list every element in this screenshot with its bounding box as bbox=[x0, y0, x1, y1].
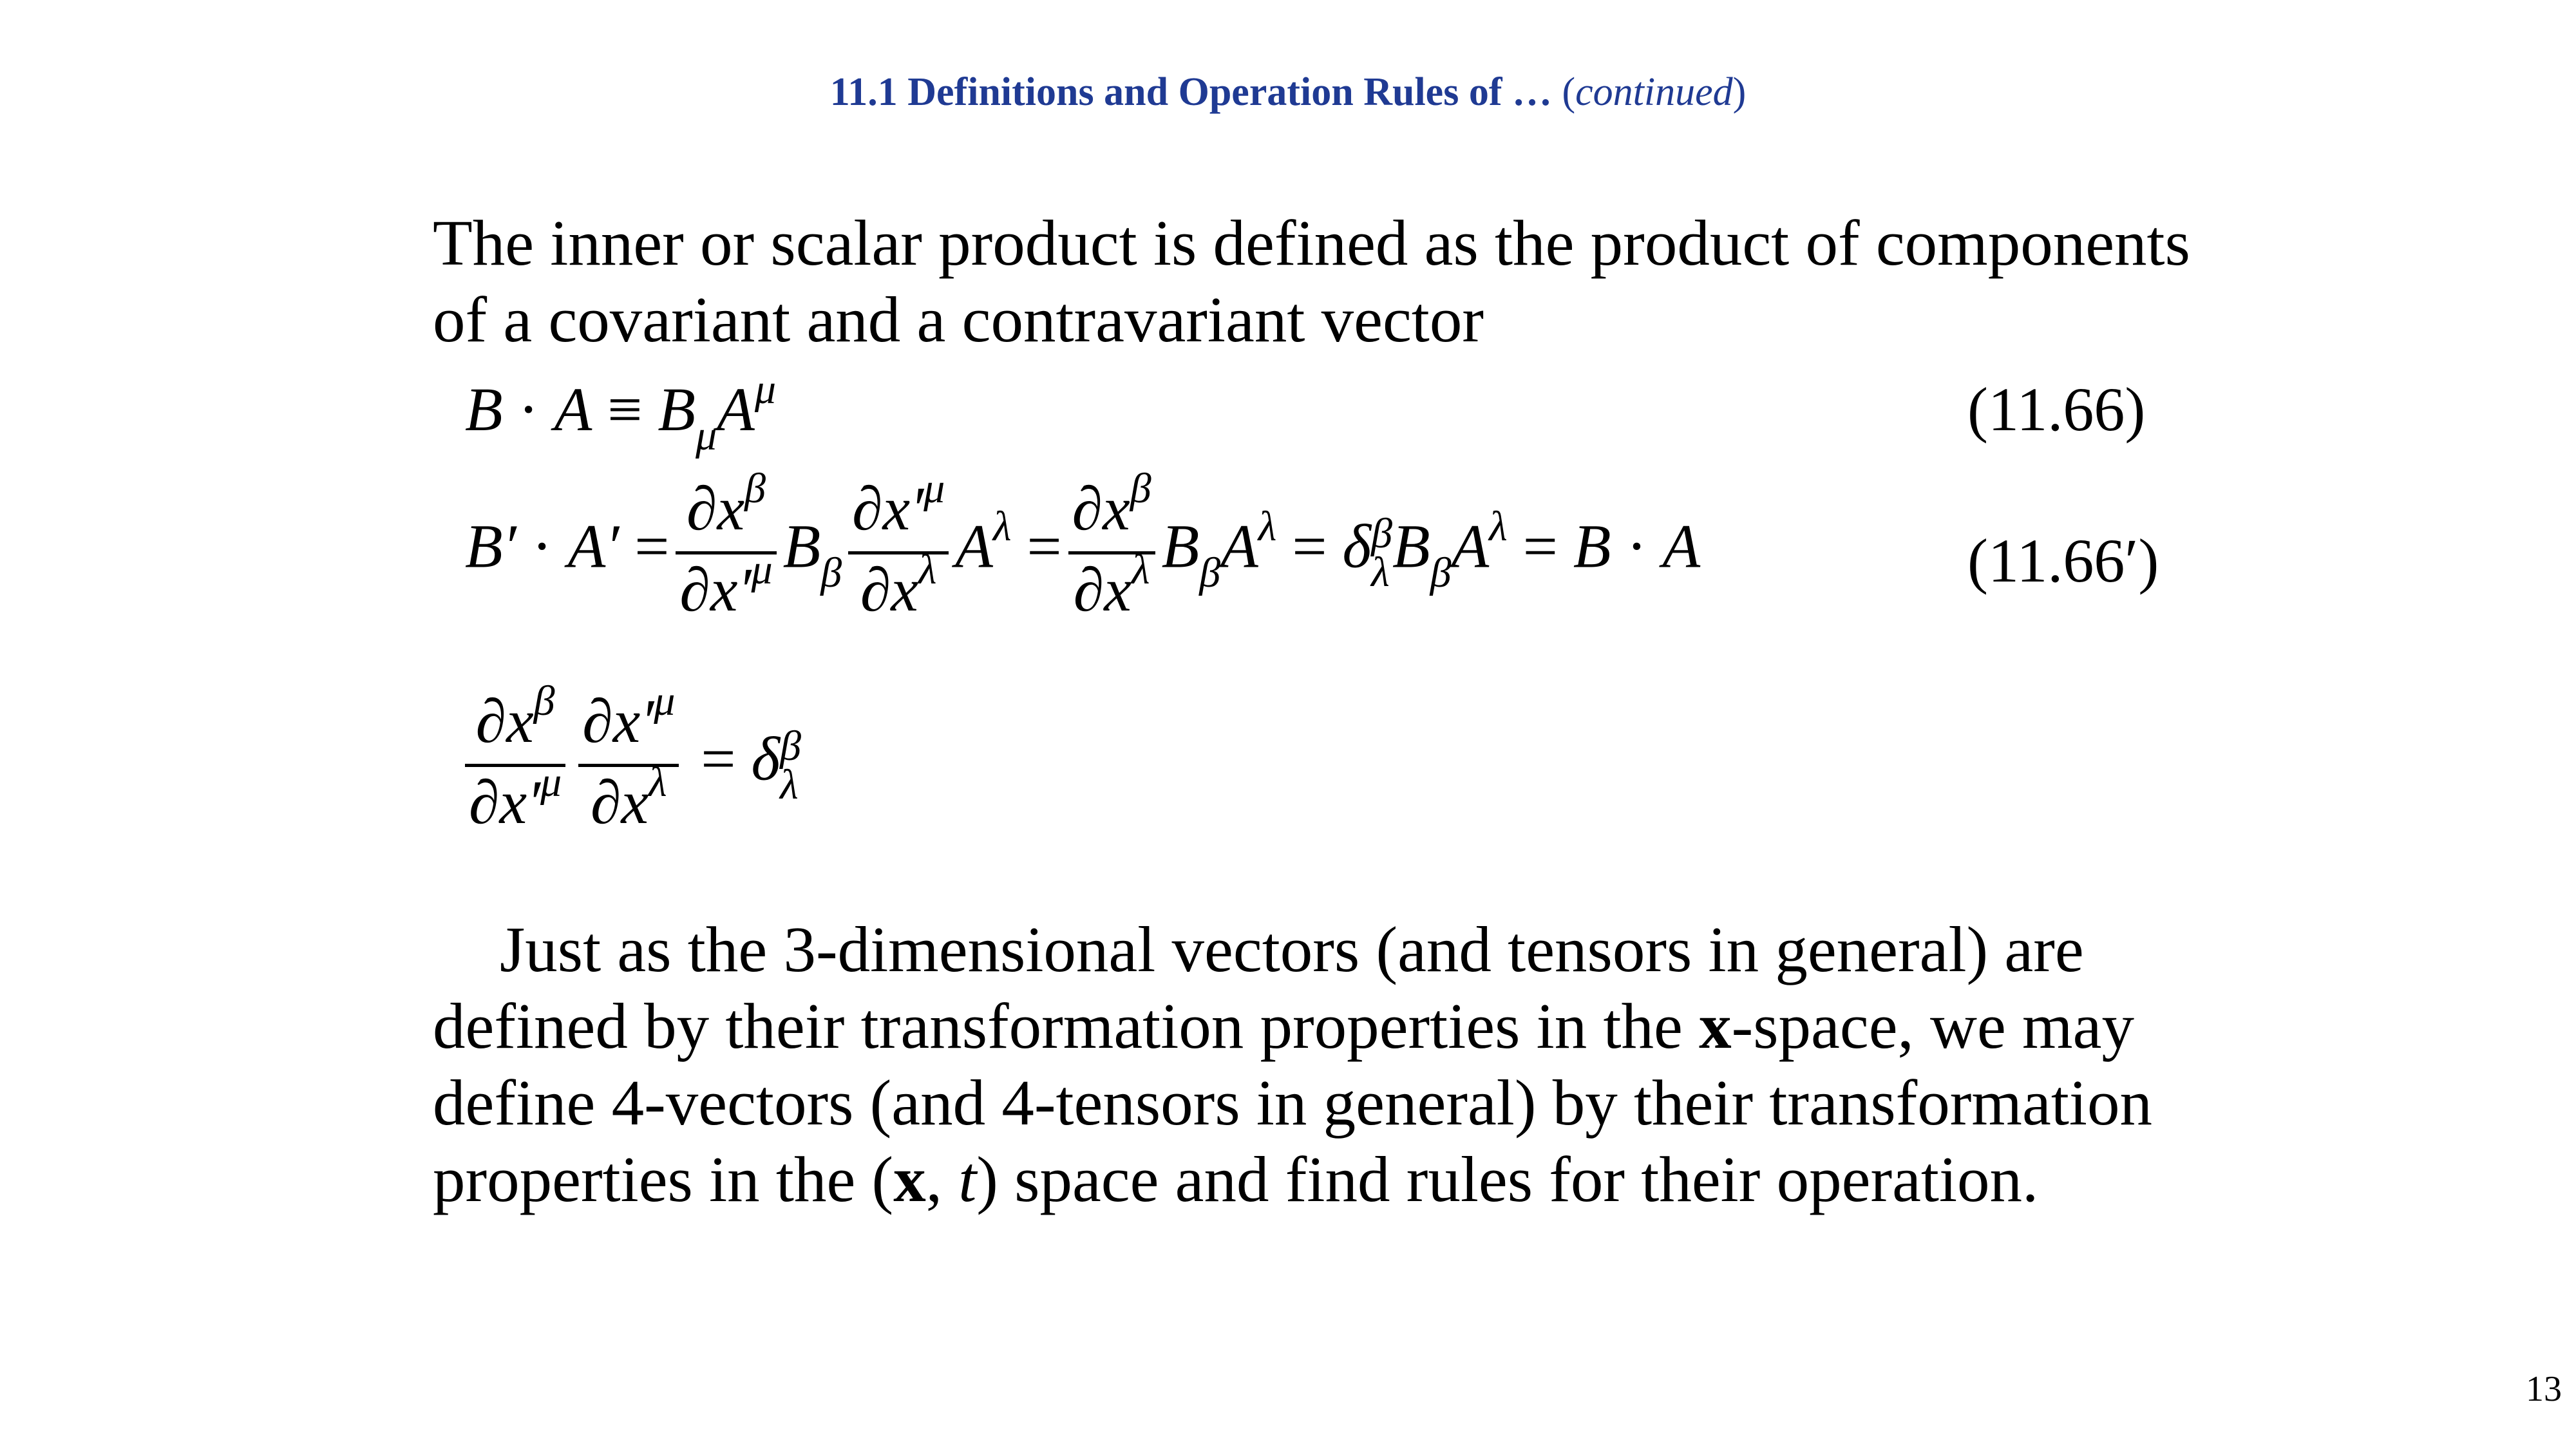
body-line-3: define 4-vectors (and 4-tensors in general) by their transformation bbox=[433, 1066, 2152, 1139]
equation-number-11-66: (11.66) bbox=[1967, 375, 2146, 444]
body-line-4: properties in the (x, t) space and find rules for their operation. bbox=[433, 1143, 2039, 1215]
intro-line-2: of a covariant and a contravariant vector bbox=[433, 283, 1484, 355]
equation-kronecker-identity: $\frac{\partial x^\beta}{\partial x'^\mu}$ $\frac{\partial x'^\mu}{\partial x^\lambda}$ = δ β λ bbox=[459, 686, 801, 845]
title-continued: continued bbox=[1575, 70, 1733, 114]
equation-number-11-66-prime: (11.66′) bbox=[1967, 526, 2159, 595]
intro-paragraph bbox=[433, 205, 2236, 358]
body-line-2: defined by their transformation properties in the x-space, we may bbox=[433, 990, 2134, 1062]
equation-11-66-prime: B′ · A′ = $\frac{\partial x^\beta}{\partial x'^\mu}$ $B_\beta$ $\frac{\partial x'^\mu}{\partial x^\lambda}$ $A^\lambda$ = $\frac{\partial x^\beta}{\partial x^\lambda}$ $B_\beta A^\lambda = \delta$ β λ $B_\beta A^\lambda = B \cdot A$ bbox=[465, 465, 1701, 624]
page-number: 13 bbox=[2526, 1369, 2562, 1409]
equation-11-66: $B \cdot A \equiv B_\mu A^\mu$ bbox=[465, 366, 776, 459]
title-paren-open: ( bbox=[1551, 70, 1576, 114]
title-text: 11.1 Definitions and Operation Rules of … bbox=[829, 70, 1552, 114]
intro-line-1: The inner or scalar product is defined as the product of components bbox=[433, 207, 2190, 279]
title-paren-close: ) bbox=[1732, 70, 1747, 114]
body-line-1: Just as the 3-dimensional vectors (and tensors in general) are bbox=[500, 913, 2084, 985]
slide-title bbox=[0, 70, 2576, 115]
body-paragraph bbox=[433, 911, 2236, 1218]
